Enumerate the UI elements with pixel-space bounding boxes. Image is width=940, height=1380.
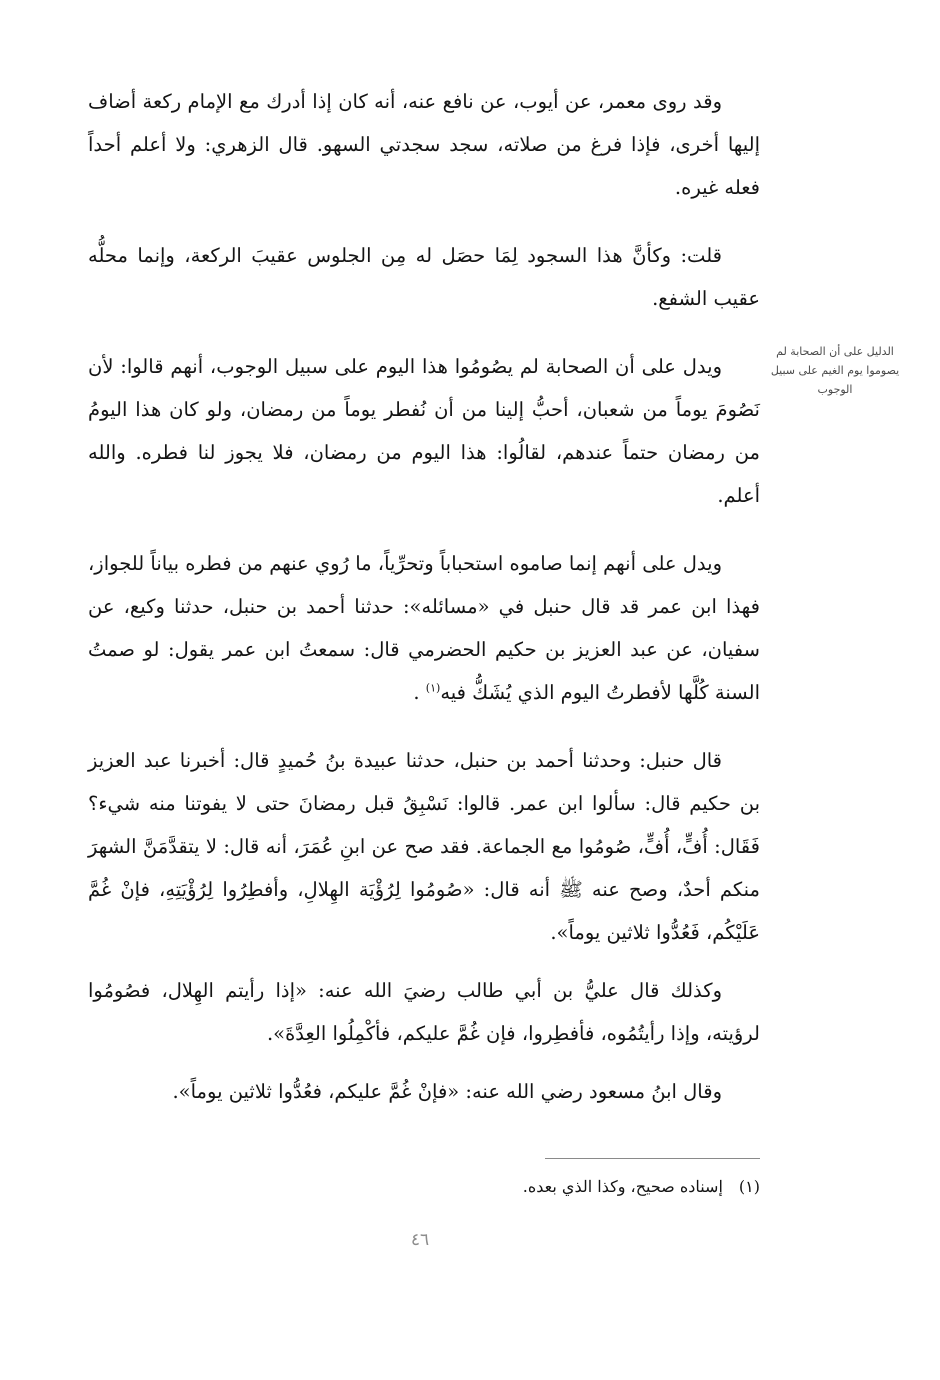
footnote-divider <box>545 1158 760 1159</box>
page-number: ٤٦ <box>410 1230 430 1250</box>
paragraph-1: وقد روى معمر، عن أيوب، عن نافع عنه، أنه كان إذا أدرك مع الإمام ركعة أضاف إليها أخرى، فإذا فرغ من صلاته، سجد سجدتي السهو. قال الزهري: ولا أعلم أحداً فعله غيره. <box>88 90 760 199</box>
footnote-text: إسناده صحيح، وكذا الذي بعده. <box>522 1177 723 1196</box>
paragraph-2: قلت: وكأنَّ هذا السجود لِمَا حصَل له مِن الجلوس عقيبَ الركعة، وإنما محلُّه عقيب الشفع. <box>88 244 760 310</box>
paragraph-7: وقال ابنُ مسعود رضي الله عنه: «فإنْ غُمَّ عليكم، فعُدُّوا ثلاثين يوماً». <box>172 1080 722 1103</box>
main-text <box>88 80 760 1128</box>
paragraph-3: ويدل على أن الصحابة لم يصُومُوا هذا اليوم على سبيل الوجوب، أنهم قالوا: لأن نَصُومَ يوماً من شعبان، أحبُّ إلينا من أن نُفطر يوماً من رمضان، ولو كان هذا اليومُ من رمضان حتماً عندهم، لقالُوا: هذا اليوم من رمضان، فلا يجوز لنا فطره. والله أعلم. <box>88 355 760 507</box>
footnote <box>88 1172 760 1202</box>
margin-note: الدليل على أن الصحابة لم يصوموا يوم الغيم على سبيل الوجوب <box>770 345 900 396</box>
footnote-reference: (١) <box>425 681 441 695</box>
paragraph-4 <box>88 542 760 714</box>
paragraph-4-text: ويدل على أنهم إنما صاموه استحباباً وتحرِّياً، ما رُوي عنهم من فطره بياناً للجواز، فهذا ابن عمر قد قال حنبل في «مسائله»: حدثنا أحمد بن حنبل، حدثنا وكيع، عن سفيان، عن عبد العزيز بن حكيم الحضرمي قال: سمعتُ ابن عمر يقول: لو صمتُ السنة كُلَّها لأفطرتُ اليوم الذي يُشَكُّ فيه <box>88 552 760 704</box>
paragraph-4-end: . <box>413 681 420 704</box>
paragraph-6: وكذلك قال عليُّ بن أبي طالب رضيَ الله عنه: «إذا رأيتم الهِلال، فصُومُوا لرؤيته، وإذا رأيتُمُوه، فأفطِروا، فإن غُمَّ عليكم، فأكْمِلُوا العِدَّةَ». <box>88 979 760 1045</box>
paragraph-5: قال حنبل: وحدثنا أحمد بن حنبل، حدثنا عبيدة بنُ حُميدٍ قال: أخبرنا عبد العزيز بن حكيم قال: سألوا ابن عمر. قالوا: نَسْبِقُ قبل رمضانَ حتى لا يفوتنا منه شيء؟ فَقَال: أُفٍّ، أُفٍّ، صُومُوا مع الجماعة. فقد صح عن ابنِ عُمَرَ، أنه قال: لا يتقدَّمَنَّ الشهرَ منكم أحدٌ، وصح عنه ﷺ أنه قال: «صُومُوا لِرُؤْيَة الهِلالِ، وأفطِرُوا لِرُؤْيَتِهِ، فإنْ غُمَّ عَلَيْكُم، فَعُدُّوا ثلاثين يوماً». <box>88 749 760 944</box>
footnote-number: (١) <box>738 1177 760 1196</box>
